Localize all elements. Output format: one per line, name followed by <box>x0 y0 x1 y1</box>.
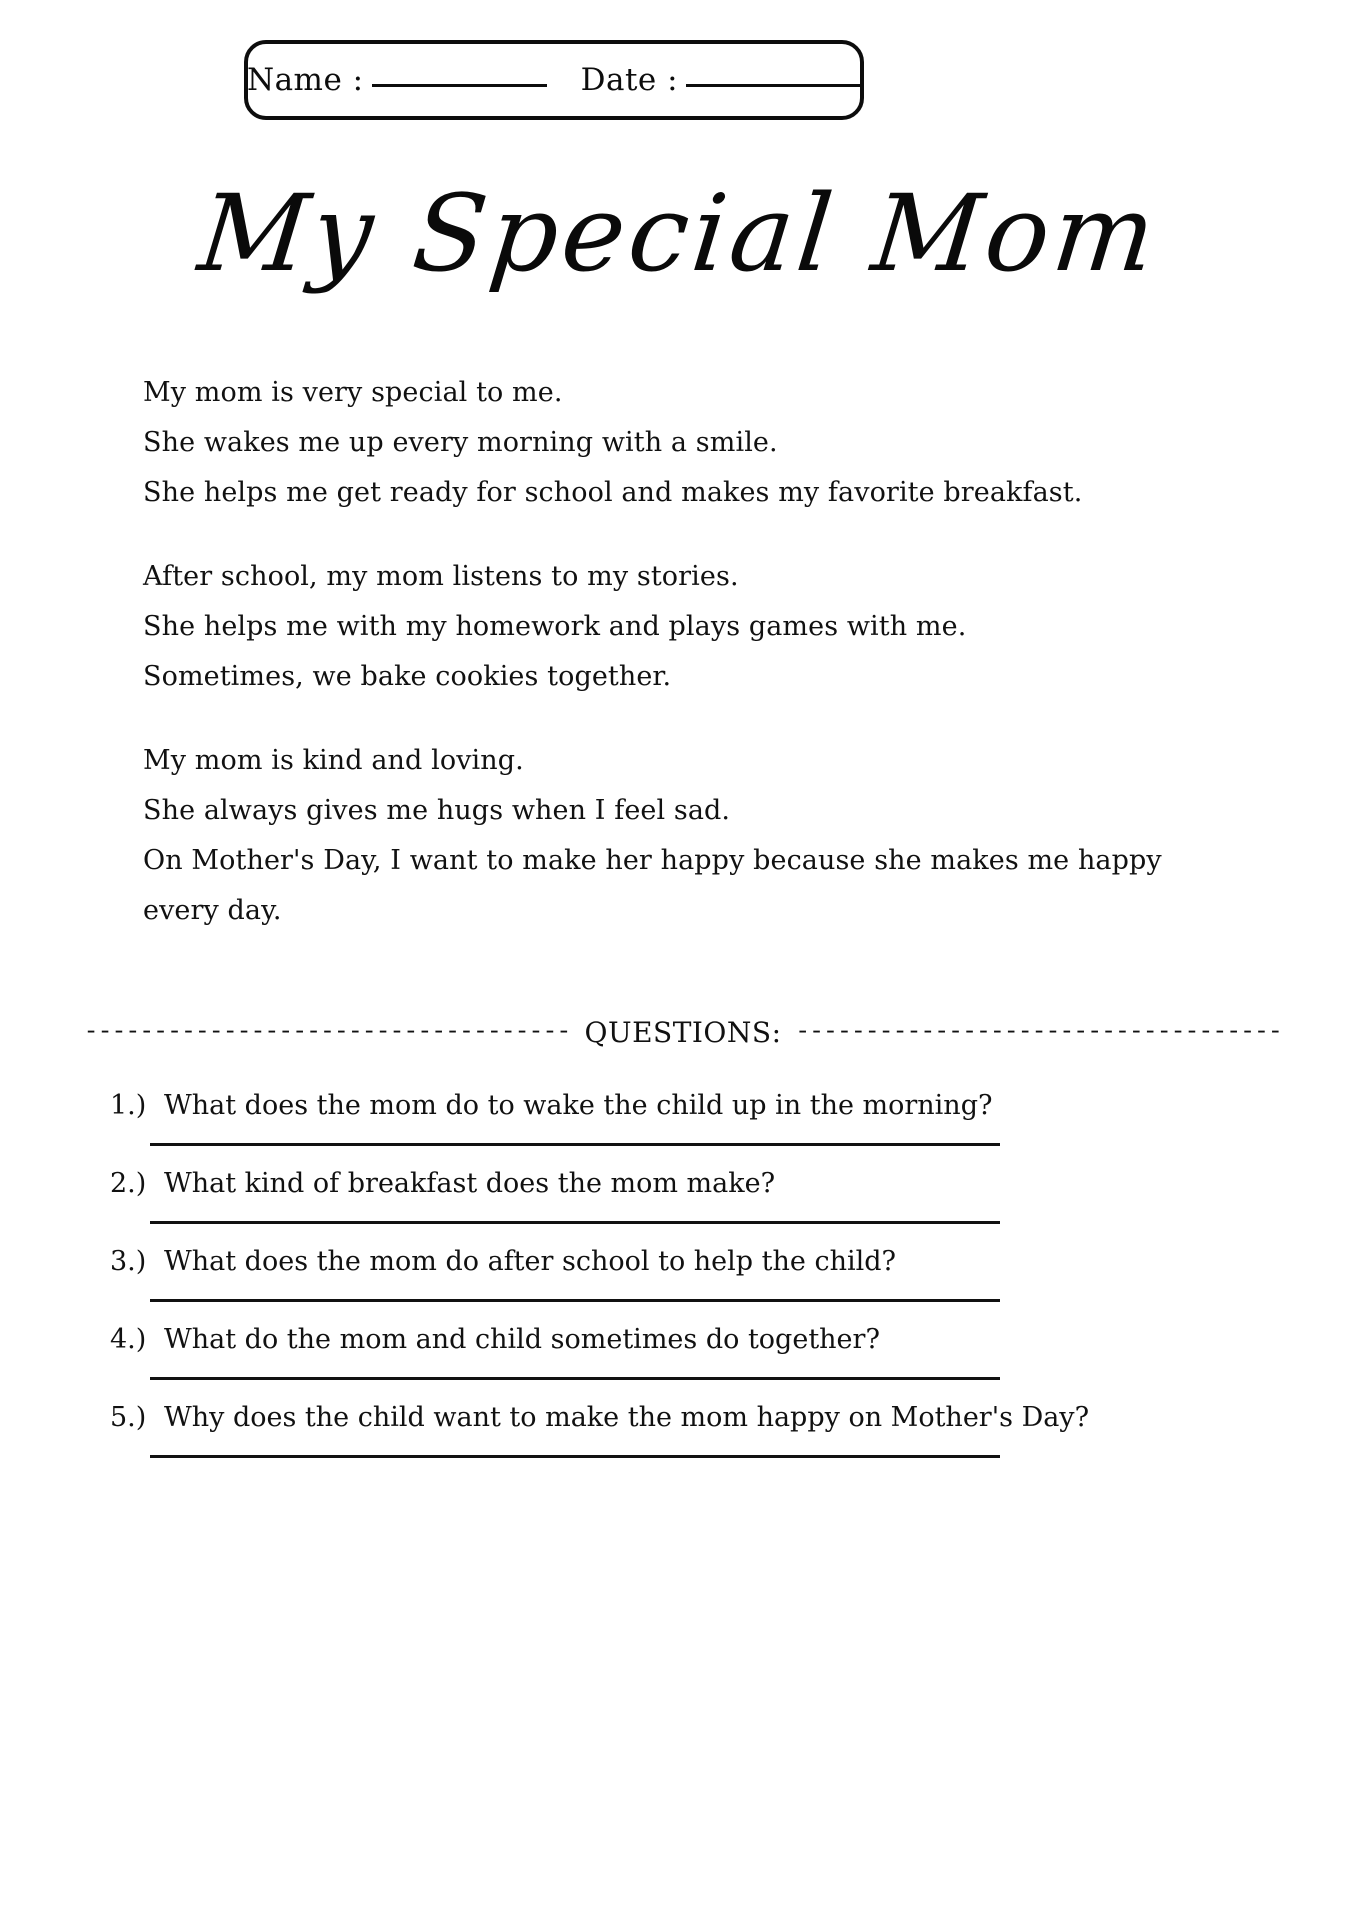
question-row <box>110 1396 1250 1440</box>
question-item <box>110 1396 1250 1458</box>
question-row <box>110 1240 1250 1284</box>
question-row <box>110 1084 1250 1128</box>
question-number: 5.) <box>110 1402 147 1433</box>
question-item <box>110 1318 1250 1380</box>
story-paragraph <box>143 552 1223 702</box>
story-line: She wakes me up every morning with a smile. <box>143 427 778 458</box>
answer-line[interactable] <box>150 1298 1000 1302</box>
question-item <box>110 1084 1250 1146</box>
name-label: Name : <box>246 62 364 98</box>
questions-heading: QUESTIONS: <box>584 1016 782 1049</box>
question-number: 1.) <box>110 1090 147 1121</box>
question-text: Why does the child want to make the mom happy on Mother's Day? <box>164 1402 1090 1433</box>
question-row <box>110 1318 1250 1362</box>
answer-line[interactable] <box>150 1376 1000 1380</box>
question-text: What does the mom do after school to help the child? <box>164 1246 896 1277</box>
story-body <box>143 368 1223 936</box>
name-date-box <box>244 40 864 120</box>
story-paragraph <box>143 368 1223 518</box>
divider-dashes-left: ----------------------------------- <box>83 1019 571 1046</box>
story-line: She always gives me hugs when I feel sad. <box>143 795 731 826</box>
story-line: My mom is very special to me. <box>143 377 563 408</box>
date-input[interactable] <box>686 83 861 87</box>
story-line: Sometimes, we bake cookies together. <box>143 661 672 692</box>
story-line: After school, my mom listens to my stories. <box>143 561 739 592</box>
questions-list <box>110 1084 1250 1474</box>
divider-dashes-right: ----------------------------------- <box>795 1019 1283 1046</box>
story-line: On Mother's Day, I want to make her happy because she makes me happy every day. <box>143 845 1162 926</box>
question-item <box>110 1240 1250 1302</box>
story-paragraph <box>143 736 1223 936</box>
question-text: What kind of breakfast does the mom make? <box>164 1168 776 1199</box>
date-label: Date : <box>580 62 679 98</box>
question-number: 2.) <box>110 1168 147 1199</box>
question-number: 3.) <box>110 1246 147 1277</box>
name-input[interactable] <box>372 83 547 87</box>
questions-divider <box>83 1016 1283 1049</box>
question-row <box>110 1162 1250 1206</box>
story-line: She helps me with my homework and plays games with me. <box>143 611 967 642</box>
answer-line[interactable] <box>150 1220 1000 1224</box>
answer-line[interactable] <box>150 1454 1000 1458</box>
story-line: She helps me get ready for school and makes my favorite breakfast. <box>143 477 1083 508</box>
date-field-group <box>581 62 861 98</box>
answer-line[interactable] <box>150 1142 1000 1146</box>
story-line: My mom is kind and loving. <box>143 745 524 776</box>
question-text: What do the mom and child sometimes do together? <box>164 1324 880 1355</box>
question-text: What does the mom do to wake the child up in the morning? <box>164 1090 993 1121</box>
question-number: 4.) <box>110 1324 147 1355</box>
page-title: My Special Mom <box>193 172 1165 295</box>
name-field-group <box>247 62 547 98</box>
question-item <box>110 1162 1250 1224</box>
